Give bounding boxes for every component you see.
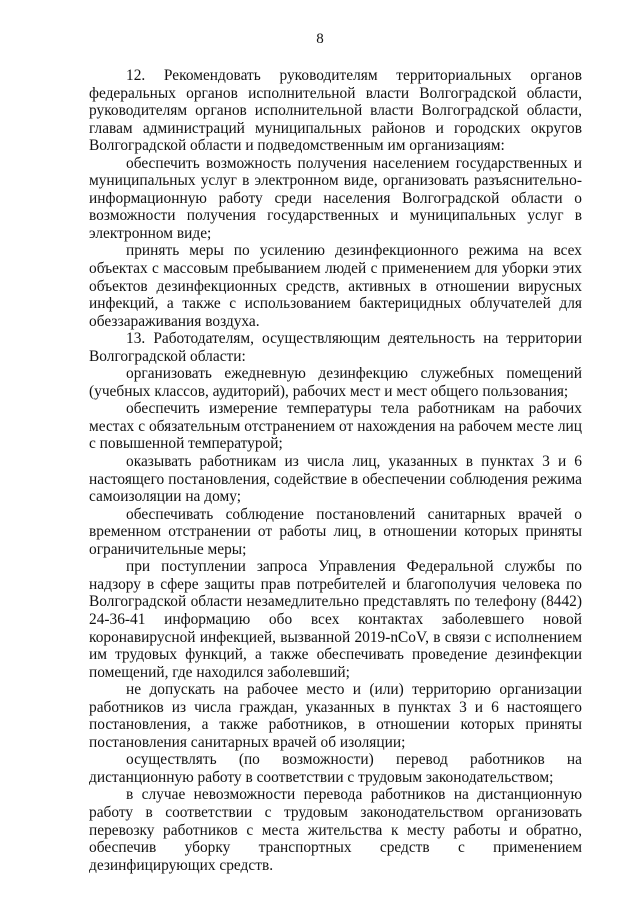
paragraph-remote-work: осуществлять (по возможности) перевод работников на дистанционную работу в соответствии с трудовым законодательством; xyxy=(89,751,582,786)
paragraph-13-intro: 13. Работодателям, осуществляющим деятельность на территории Волгоградской области: xyxy=(89,330,582,365)
paragraph-daily-disinfection: организовать ежедневную дезинфекцию служебных помещений (учебных классов, аудиторий), рабочих мест и мест общего пользования; xyxy=(89,365,582,400)
paragraph-electronic-services: обеспечить возможность получения населением государственных и муниципальных услуг в электронном виде, организовать разъяснительно-информационную работу среди населения Волгоградской области о возможности получения государственных и муниципальных услуг в электронном виде; xyxy=(89,154,582,242)
paragraph-12-intro: 12. Рекомендовать руководителям территориальных органов федеральных органов исполнительной власти Волгоградской области, руководителям органов исполнительной власти Волгоградской области, главам администраций муниципальных районов и городских округов Волгоградской области и подведомственным им организациям: xyxy=(89,67,582,155)
paragraph-sanitary-orders: обеспечивать соблюдение постановлений санитарных врачей о временном отстранении от работы лиц, в отношении которых приняты ограничительные меры; xyxy=(89,505,582,558)
document-body xyxy=(89,67,582,874)
page-number: 8 xyxy=(316,31,324,47)
paragraph-temperature-check: обеспечить измерение температуры тела работникам на рабочих местах с обязательным отстранением от нахождения на рабочем месте лиц с повышенной температурой; xyxy=(89,400,582,453)
paragraph-transport: в случае невозможности перевода работников на дистанционную работу в соответствии с трудовым законодательством организовать перевозку работников с места жительства к месту работы и обратно, обеспечив уборку транспортных средств с применением дезинфицирующих средств. xyxy=(89,786,582,874)
paragraph-disinfection-regime: принять меры по усилению дезинфекционного режима на всех объектах с массовым пребыванием людей с применением для уборки этих объектов дезинфекционных средств, активных в отношении вирусных инфекций, а также с использованием бактерицидных облучателей для обеззараживания воздуха. xyxy=(89,242,582,330)
paragraph-contact-information: при поступлении запроса Управления Федеральной службы по надзору в сфере защиты прав потребителей и благополучия человека по Волгоградской области незамедлительно представлять по телефону (8442) 24-36-41 информацию обо всех контактах заболевшего новой коронавирусной инфекцией, вызванной 2019-nCoV, в связи с исполнением им трудовых функций, а также обеспечивать проведение дезинфекции помещений, где находился заболевший; xyxy=(89,558,582,681)
paragraph-self-isolation-support: оказывать работникам из числа лиц, указанных в пунктах 3 и 6 настоящего постановления, содействие в обеспечении соблюдения режима самоизоляции на дому; xyxy=(89,453,582,506)
paragraph-no-admission: не допускать на рабочее место и (или) территорию организации работников из числа граждан, указанных в пунктах 3 и 6 настоящего постановления, а также работников, в отношении которых приняты постановления санитарных врачей об изоляции; xyxy=(89,681,582,751)
